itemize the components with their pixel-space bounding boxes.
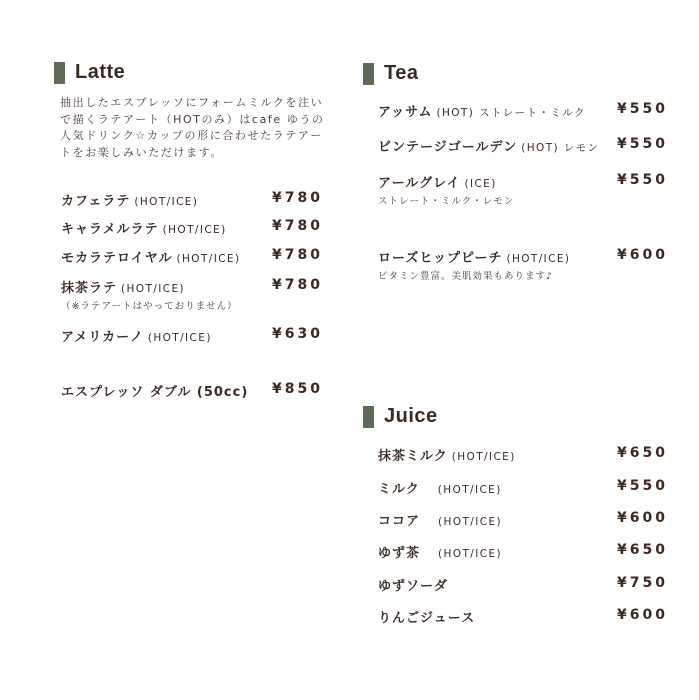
item-name: アメリカーノ [61,330,144,345]
menu-item-americano [61,326,212,345]
item-tag: (HOT/ICE) [438,548,502,560]
menu-item-matcha-milk [378,445,516,464]
item-price: ¥600 [617,607,668,623]
item-tag: (HOT/ICE) [506,253,571,265]
item-name: アッサム [378,105,433,120]
item-name: 抹茶ミルク [378,449,448,464]
item-price: ¥780 [272,247,323,263]
item-name: ゆずソーダ [378,579,449,594]
menu-item-caramel-latte [61,218,227,237]
item-tag: (HOT/ICE) [176,253,241,265]
tea-section-heading [363,62,418,85]
item-price: ¥550 [617,172,668,188]
item-price: ¥550 [617,101,668,117]
item-price: ¥780 [272,218,323,234]
item-price: ¥630 [272,326,323,342]
menu-item-earl-grey [378,172,514,207]
item-name: ローズヒップピーチ [378,251,503,266]
item-price: ¥600 [617,510,668,526]
menu-item-mocha-latte-royal [61,247,240,266]
juice-section-heading [363,405,438,428]
item-name: カフェラテ [61,194,131,209]
menu-item-cafe-latte [61,190,198,209]
menu-item-rosehip-peach [378,247,570,282]
item-price: ¥780 [272,277,323,293]
item-price: ¥650 [617,542,668,558]
item-tag: (HOT) レモン [521,142,600,154]
item-tag: (HOT/ICE) [121,283,185,295]
menu-item-cocoa [378,510,502,529]
item-price: ¥850 [272,381,323,397]
latte-description: 抽出したエスプレッソにフォームミルクを注いで描くラテアート（HOTのみ）はcafe ゆうの人気ドリンク☆カップの形に合わせたラテアートをお楽しみいただけます。 [60,96,325,159]
menu-item-assam [378,101,586,120]
item-price: ¥600 [617,247,668,263]
item-tag: (HOT/ICE) [438,516,502,528]
item-tag: (HOT/ICE) [147,332,212,344]
item-tag: (HOT/ICE) [451,451,516,463]
juice-title: Juice [384,405,438,427]
menu-item-matcha-latte [61,277,238,312]
item-name: りんごジュース [378,611,476,626]
item-name: アールグレイ [378,176,461,191]
menu-item-milk [378,478,502,497]
item-name: エスプレッソ ダブル (50cc) [61,385,249,400]
menu-item-yuzu-tea [378,542,502,561]
item-price: ¥550 [617,478,668,494]
section-marker [363,406,374,428]
item-name: ゆず茶 [378,546,421,561]
section-marker [54,62,65,84]
item-name: ココア [378,514,421,529]
section-marker [363,63,374,85]
item-price: ¥750 [617,575,668,591]
item-tag: (HOT/ICE) [134,196,199,208]
item-price: ¥650 [617,445,668,461]
menu-item-espresso-double [61,381,248,400]
item-name: 抹茶ラテ [61,281,118,296]
item-tag: (ICE) [464,178,497,190]
item-name: キャラメルラテ [61,222,159,237]
item-tag: (HOT/ICE) [162,224,227,236]
item-name: モカラテロイヤル [61,251,173,266]
item-name: ビンテージゴールデン [378,140,518,155]
menu-item-vintage-golden [378,136,599,155]
item-note: ビタミン豊富。美肌効果もあります♪ [378,271,554,282]
item-name: ミルク [378,482,420,497]
item-note: （※ラテアートはやっておりません） [61,301,238,312]
menu-item-apple-juice [378,607,475,626]
latte-title: Latte [75,61,126,83]
item-price: ¥780 [272,190,323,206]
item-tag: (HOT/ICE) [437,484,502,496]
latte-section-heading [54,61,125,84]
item-note: ストレート・ミルク・レモン [378,196,515,207]
item-tag: (HOT) ストレート・ミルク [436,107,586,119]
tea-title: Tea [384,62,419,84]
item-price: ¥550 [617,136,668,152]
menu-item-yuzu-soda [378,575,448,594]
